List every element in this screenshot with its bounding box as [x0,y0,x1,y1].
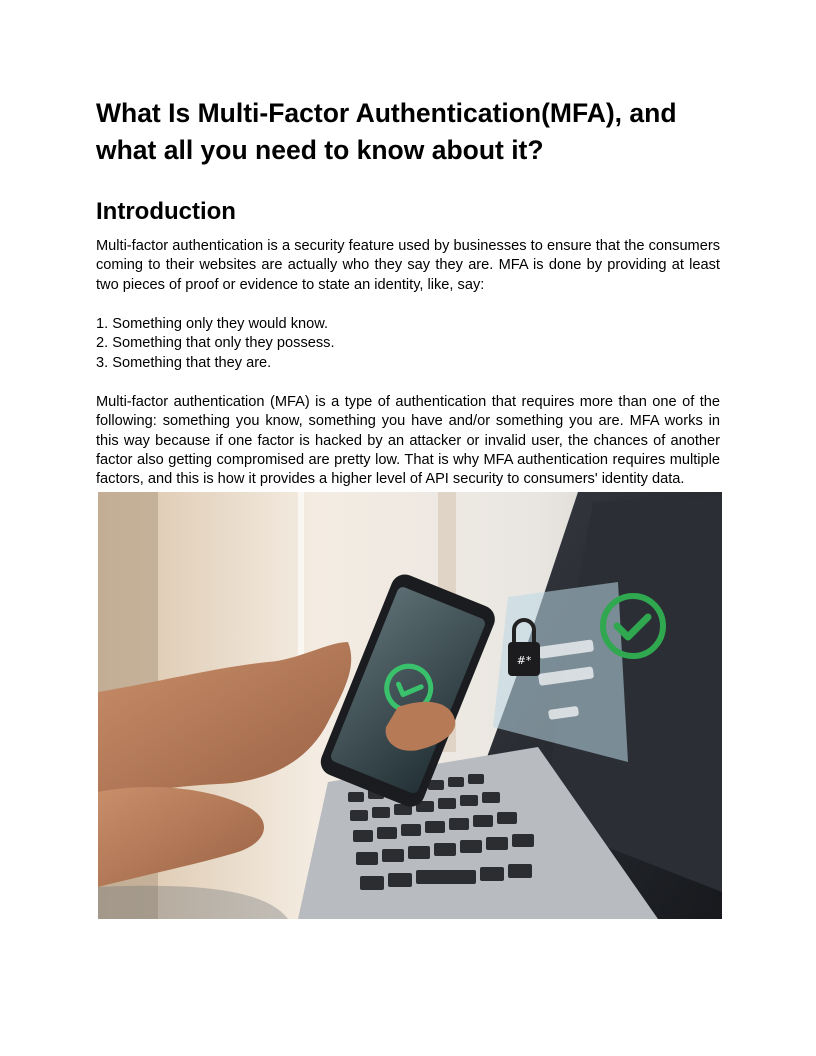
section-heading: Introduction [96,198,236,225]
factor-list [96,315,335,373]
list-item: 1. Something only they would know. [96,316,329,332]
document-title: What Is Multi-Factor Authentication(MFA), and what all you need to know about it? [96,98,677,165]
mfa-paragraph: Multi-factor authentication (MFA) is a type of authentication that requires more than one of the following: something you know, something you have and/or something you are. MFA works in this way because if one factor is hacked by an attacker or invalid user, the chances of another factor also getting compromised are pretty low. That is why MFA authentication requires multiple factors, and this is how it provides a higher level of API security to consumers' identity data. [96,394,720,488]
svg-text:#*: #* [516,654,532,667]
list-item: 3. Something that they are. [96,354,272,371]
list-item: 2. Something that only they possess. [96,335,335,352]
intro-paragraph: Multi-factor authentication is a security feature used by businesses to ensure that the consumers coming to their websites are actually who they say they are. MFA is done by providing at least two pieces of proof or evidence to state an identity, like, say: [96,238,720,293]
hero-image [98,492,722,919]
laptop-phone-mfa-illustration [98,492,722,919]
